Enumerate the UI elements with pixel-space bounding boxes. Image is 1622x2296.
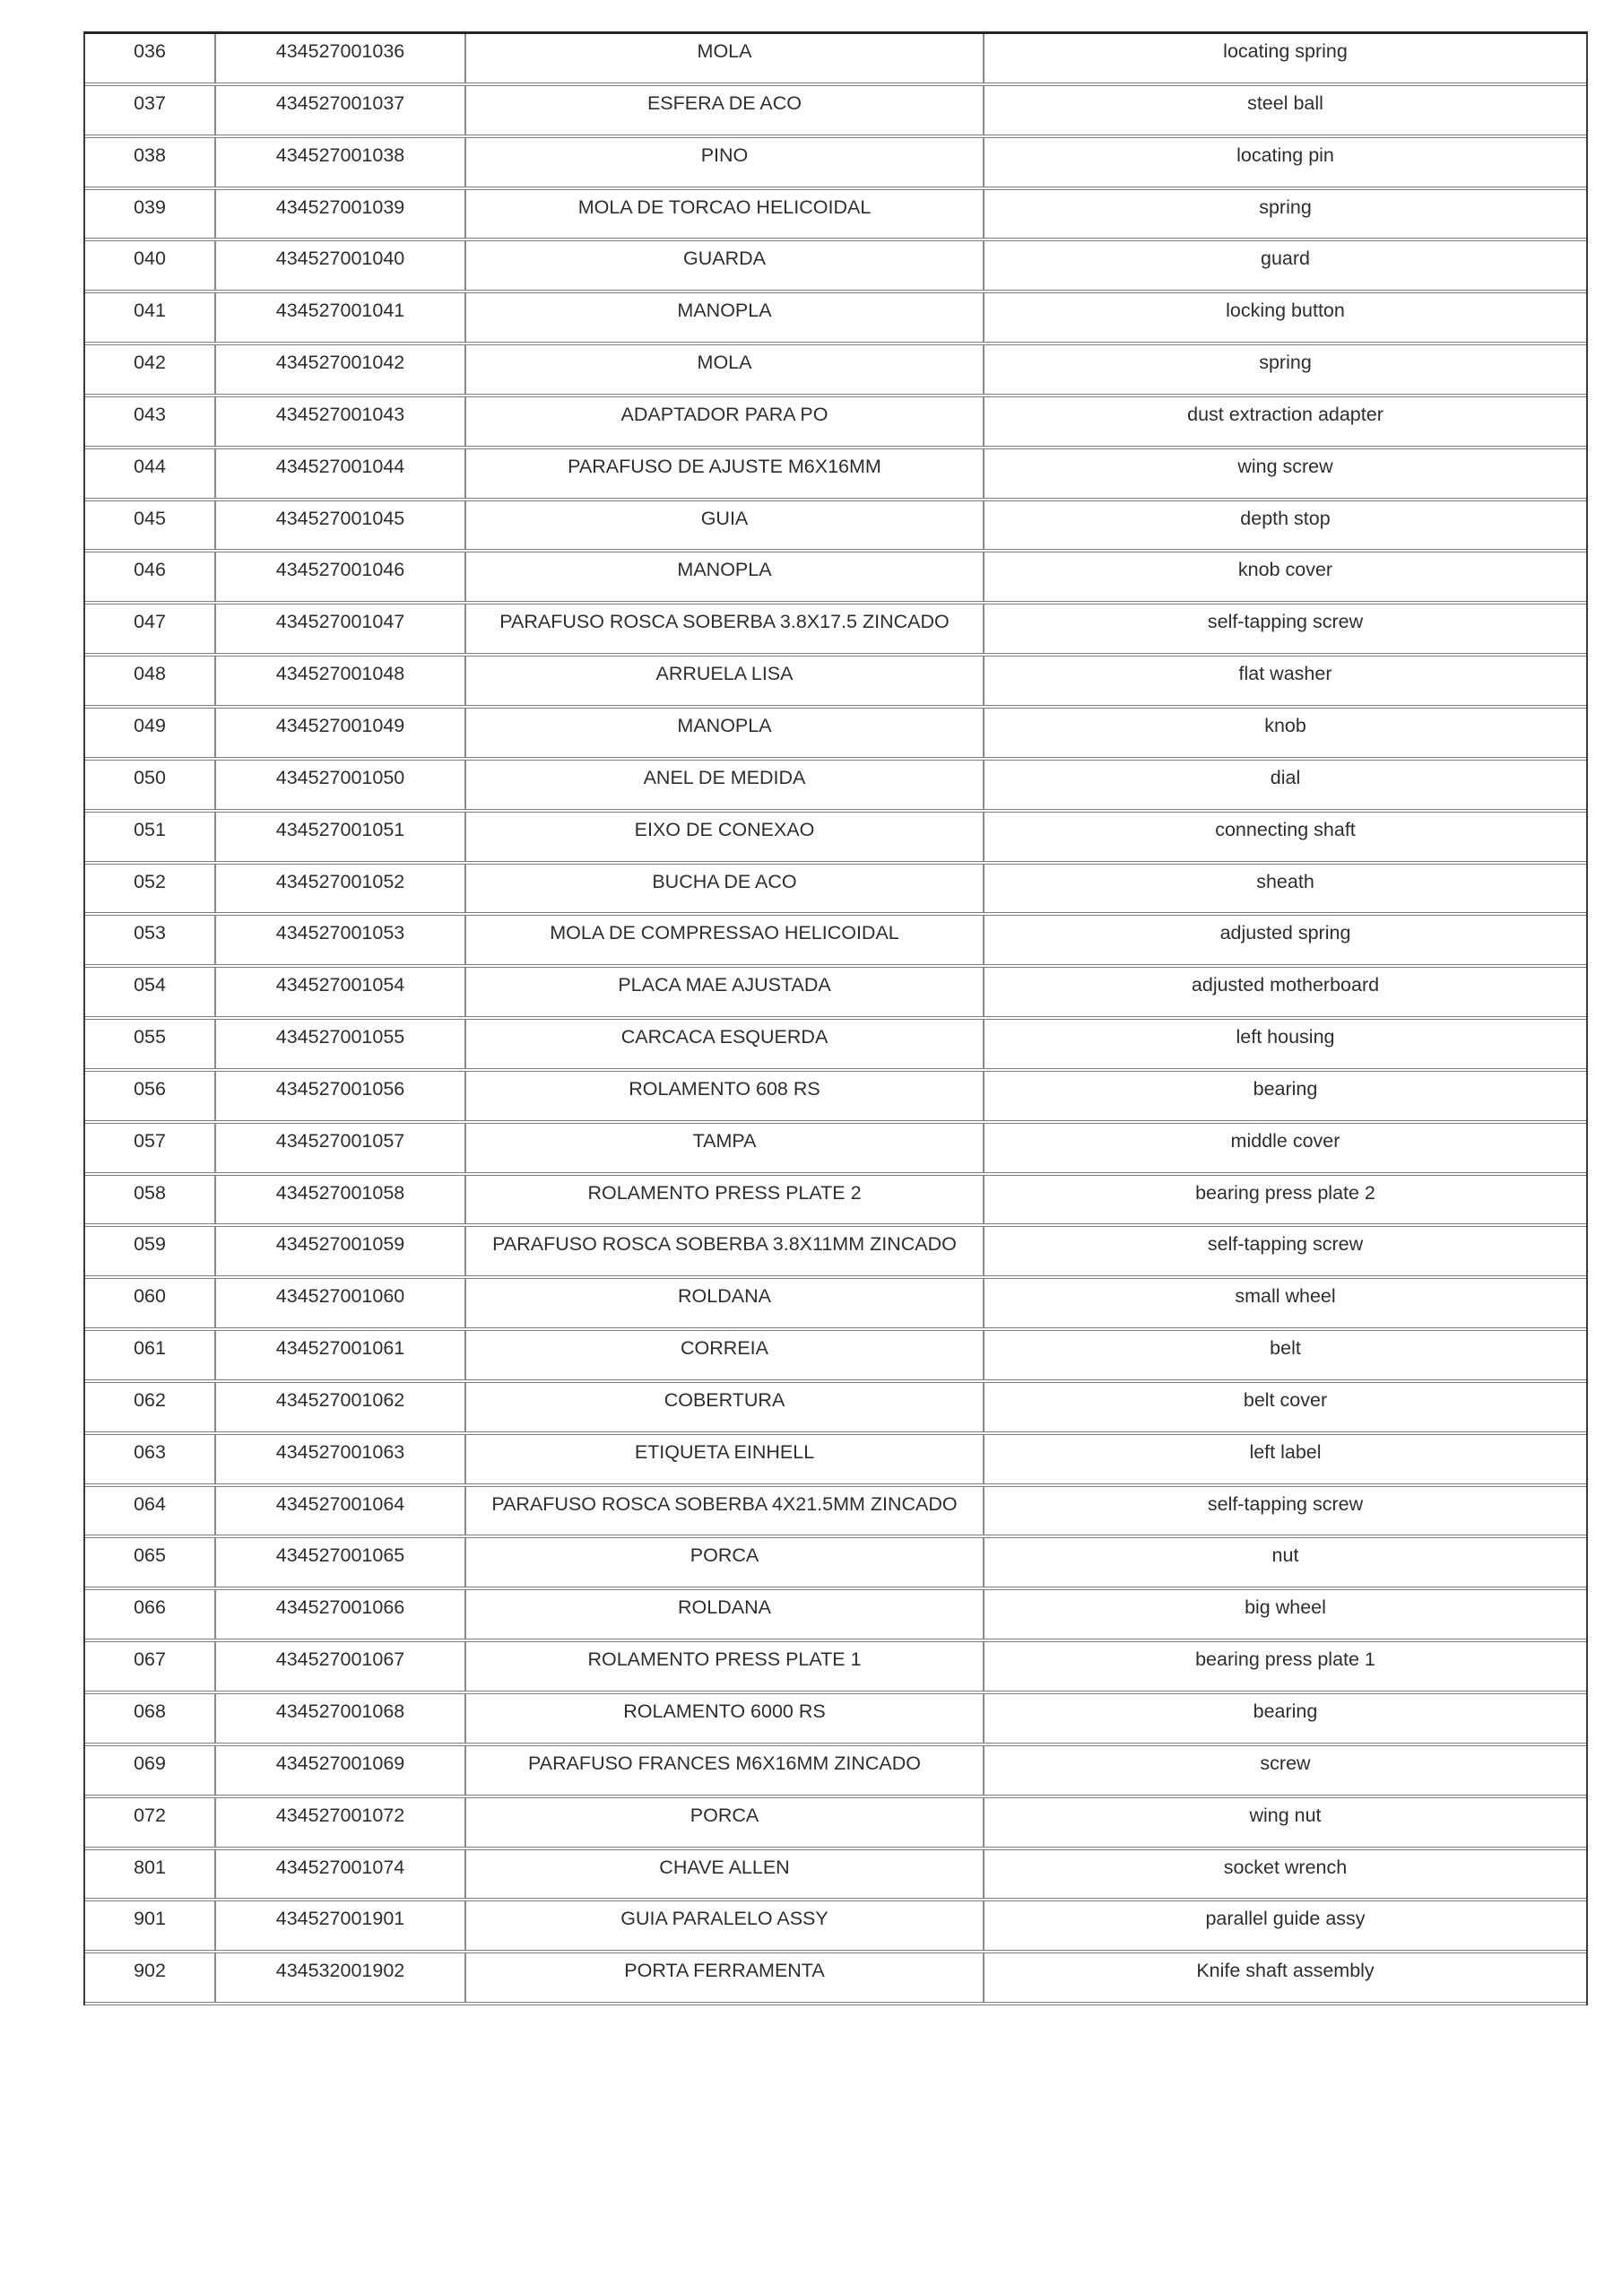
description-en-cell: adjusted motherboard	[1191, 974, 1380, 996]
table-row	[85, 1850, 1586, 1902]
description-en-cell: spring	[1259, 196, 1312, 218]
item-number-cell: 048	[85, 657, 216, 705]
table-row	[85, 1383, 1586, 1435]
item-number-cell: 053	[85, 916, 216, 964]
description-pt-cell: MANOPLA	[466, 293, 984, 342]
table-row	[85, 293, 1586, 345]
item-number-cell: 043	[85, 397, 216, 446]
description-en-cell: nut	[1271, 1544, 1299, 1567]
description-pt-cell: GUIA	[466, 501, 984, 550]
table-row	[85, 1487, 1586, 1539]
description-en-cell: wing nut	[1249, 1804, 1322, 1826]
part-number-cell: 434527001052	[216, 865, 466, 913]
item-number-cell: 901	[85, 1901, 216, 1950]
part-number-cell: 434527001072	[216, 1798, 466, 1847]
description-pt-cell: ESFERA DE ACO	[466, 86, 984, 135]
table-row	[85, 968, 1586, 1020]
description-pt-cell: CARCACA ESQUERDA	[466, 1020, 984, 1068]
description-en-cell: belt	[1270, 1337, 1301, 1360]
part-number-cell: 434527001048	[216, 657, 466, 705]
table-row	[85, 1746, 1586, 1798]
table-row	[85, 1694, 1586, 1746]
item-number-cell: 040	[85, 241, 216, 290]
part-number-cell: 434527001057	[216, 1124, 466, 1172]
part-number-cell: 434527001074	[216, 1850, 466, 1899]
table-row	[85, 1124, 1586, 1176]
description-en-cell: socket wrench	[1223, 1856, 1348, 1878]
description-en-cell: steel ball	[1247, 91, 1323, 114]
table-row	[85, 865, 1586, 917]
part-number-cell: 434527001049	[216, 709, 466, 757]
description-en-cell: big wheel	[1245, 1596, 1326, 1619]
description-pt-cell: ROLDANA	[466, 1279, 984, 1327]
description-pt-cell: PORTA FERRAMENTA	[466, 1953, 984, 2002]
description-en-cell: self-tapping screw	[1207, 1492, 1364, 1515]
description-pt-cell: PLACA MAE AJUSTADA	[466, 968, 984, 1016]
table-row	[85, 552, 1586, 604]
item-number-cell: 068	[85, 1694, 216, 1743]
item-number-cell: 046	[85, 552, 216, 601]
description-en-cell: bearing	[1253, 1077, 1318, 1100]
table-row	[85, 709, 1586, 761]
item-number-cell: 062	[85, 1383, 216, 1431]
description-pt-cell: ROLAMENTO 6000 RS	[466, 1694, 984, 1743]
description-en-cell: connecting shaft	[1215, 818, 1356, 840]
description-pt-cell: CORREIA	[466, 1331, 984, 1379]
table-row	[85, 1642, 1586, 1694]
item-number-cell: 054	[85, 968, 216, 1016]
table-row	[85, 86, 1586, 138]
description-en-cell: Knife shaft assembly	[1196, 1960, 1375, 1982]
part-number-cell: 434527001059	[216, 1227, 466, 1275]
part-number-cell: 434527001044	[216, 449, 466, 498]
item-number-cell: 902	[85, 1953, 216, 2002]
description-pt-cell: MANOPLA	[466, 709, 984, 757]
table-row	[85, 1072, 1586, 1124]
description-pt-cell: GUIA PARALELO ASSY	[466, 1901, 984, 1950]
item-number-cell: 051	[85, 813, 216, 861]
description-en-cell: middle cover	[1230, 1129, 1340, 1152]
part-number-cell: 434527001041	[216, 293, 466, 342]
table-row	[85, 1590, 1586, 1642]
item-number-cell: 041	[85, 293, 216, 342]
item-number-cell: 061	[85, 1331, 216, 1379]
description-en-cell: dust extraction adapter	[1187, 403, 1383, 425]
part-number-cell: 434527001039	[216, 190, 466, 239]
description-en-cell: bearing press plate 1	[1195, 1648, 1375, 1671]
part-number-cell: 434527001069	[216, 1746, 466, 1795]
table-row	[85, 449, 1586, 501]
item-number-cell: 056	[85, 1072, 216, 1120]
parts-table	[83, 31, 1588, 2005]
item-number-cell: 042	[85, 345, 216, 394]
table-row	[85, 604, 1586, 657]
item-number-cell: 066	[85, 1590, 216, 1639]
item-number-cell: 052	[85, 865, 216, 913]
item-number-cell: 072	[85, 1798, 216, 1847]
item-number-cell: 039	[85, 190, 216, 239]
description-pt-cell: MOLA DE TORCAO HELICOIDAL	[466, 190, 984, 239]
item-number-cell: 059	[85, 1227, 216, 1275]
table-row	[85, 1331, 1586, 1383]
table-row	[85, 241, 1586, 293]
item-number-cell: 060	[85, 1279, 216, 1327]
description-en-cell: self-tapping screw	[1207, 611, 1364, 633]
part-number-cell: 434527001037	[216, 86, 466, 135]
table-row	[85, 657, 1586, 709]
description-pt-cell: PORCA	[466, 1798, 984, 1847]
item-number-cell: 055	[85, 1020, 216, 1068]
description-en-cell: flat washer	[1238, 663, 1332, 685]
item-number-cell: 038	[85, 138, 216, 187]
description-pt-cell: PARAFUSO FRANCES M6X16MM ZINCADO	[466, 1746, 984, 1795]
description-en-cell: parallel guide assy	[1205, 1908, 1366, 1930]
part-number-cell: 434527001065	[216, 1538, 466, 1587]
table-row	[85, 1227, 1586, 1279]
description-en-cell: knob	[1264, 714, 1306, 736]
description-pt-cell: COBERTURA	[466, 1383, 984, 1431]
table-row	[85, 1279, 1586, 1331]
description-en-cell: left housing	[1236, 1026, 1335, 1048]
description-pt-cell: GUARDA	[466, 241, 984, 290]
description-pt-cell: ETIQUETA EINHELL	[466, 1435, 984, 1483]
table-row	[85, 1020, 1586, 1072]
table-row	[85, 34, 1586, 86]
part-number-cell: 434527001043	[216, 397, 466, 446]
part-number-cell: 434527001047	[216, 604, 466, 653]
item-number-cell: 069	[85, 1746, 216, 1795]
part-number-cell: 434527001901	[216, 1901, 466, 1950]
description-pt-cell: PINO	[466, 138, 984, 187]
item-number-cell: 067	[85, 1642, 216, 1691]
description-pt-cell: ROLAMENTO PRESS PLATE 1	[466, 1642, 984, 1691]
part-number-cell: 434527001045	[216, 501, 466, 550]
description-en-cell: self-tapping screw	[1207, 1233, 1364, 1256]
description-pt-cell: PARAFUSO ROSCA SOBERBA 3.8X17.5 ZINCADO	[466, 604, 984, 653]
part-number-cell: 434527001054	[216, 968, 466, 1016]
part-number-cell: 434527001056	[216, 1072, 466, 1120]
description-en-cell: guard	[1261, 248, 1310, 270]
description-pt-cell: MOLA	[466, 345, 984, 394]
description-en-cell: locating pin	[1236, 144, 1334, 166]
part-number-cell: 434527001051	[216, 813, 466, 861]
part-number-cell: 434527001060	[216, 1279, 466, 1327]
description-pt-cell: PARAFUSO ROSCA SOBERBA 3.8X11MM ZINCADO	[466, 1227, 984, 1275]
description-en-cell: spring	[1259, 352, 1312, 374]
description-pt-cell: ANEL DE MEDIDA	[466, 761, 984, 809]
description-en-cell: left label	[1249, 1440, 1322, 1463]
description-en-cell: depth stop	[1240, 507, 1331, 529]
table-row	[85, 501, 1586, 553]
description-en-cell: adjusted spring	[1219, 922, 1351, 944]
description-pt-cell: TAMPA	[466, 1124, 984, 1172]
description-pt-cell: PORCA	[466, 1538, 984, 1587]
item-number-cell: 036	[85, 34, 216, 83]
part-number-cell: 434527001055	[216, 1020, 466, 1068]
description-pt-cell: ROLAMENTO PRESS PLATE 2	[466, 1176, 984, 1224]
part-number-cell: 434527001064	[216, 1487, 466, 1535]
item-number-cell: 050	[85, 761, 216, 809]
part-number-cell: 434527001061	[216, 1331, 466, 1379]
table-row	[85, 1953, 1586, 2005]
table-row	[85, 138, 1586, 190]
description-en-cell: screw	[1260, 1752, 1311, 1774]
table-row	[85, 1901, 1586, 1953]
description-pt-cell: EIXO DE CONEXAO	[466, 813, 984, 861]
table-row	[85, 1538, 1586, 1590]
description-pt-cell: BUCHA DE ACO	[466, 865, 984, 913]
description-en-cell: belt cover	[1243, 1388, 1328, 1411]
description-en-cell: bearing press plate 2	[1195, 1181, 1375, 1204]
description-en-cell: locating spring	[1223, 40, 1348, 62]
item-number-cell: 045	[85, 501, 216, 550]
item-number-cell: 064	[85, 1487, 216, 1535]
table-row	[85, 1435, 1586, 1487]
description-pt-cell: MANOPLA	[466, 552, 984, 601]
part-number-cell: 434527001068	[216, 1694, 466, 1743]
part-number-cell: 434527001036	[216, 34, 466, 83]
description-pt-cell: PARAFUSO DE AJUSTE M6X16MM	[466, 449, 984, 498]
part-number-cell: 434527001053	[216, 916, 466, 964]
part-number-cell: 434527001067	[216, 1642, 466, 1691]
description-en-cell: small wheel	[1235, 1285, 1336, 1308]
part-number-cell: 434527001058	[216, 1176, 466, 1224]
item-number-cell: 044	[85, 449, 216, 498]
part-number-cell: 434527001042	[216, 345, 466, 394]
description-pt-cell: MOLA DE COMPRESSAO HELICOIDAL	[466, 916, 984, 964]
part-number-cell: 434527001038	[216, 138, 466, 187]
table-row	[85, 813, 1586, 865]
description-pt-cell: ADAPTADOR PARA PO	[466, 397, 984, 446]
description-en-cell: wing screw	[1237, 455, 1333, 477]
table-row	[85, 397, 1586, 449]
item-number-cell: 058	[85, 1176, 216, 1224]
description-pt-cell: ARRUELA LISA	[466, 657, 984, 705]
description-pt-cell: ROLAMENTO 608 RS	[466, 1072, 984, 1120]
table-row	[85, 1176, 1586, 1228]
part-number-cell: 434527001050	[216, 761, 466, 809]
item-number-cell: 057	[85, 1124, 216, 1172]
part-number-cell: 434527001046	[216, 552, 466, 601]
part-number-cell: 434527001063	[216, 1435, 466, 1483]
description-en-cell: dial	[1270, 766, 1301, 788]
table-row	[85, 761, 1586, 813]
description-pt-cell: ROLDANA	[466, 1590, 984, 1639]
description-en-cell: knob cover	[1237, 559, 1333, 581]
table-row	[85, 916, 1586, 968]
table-row	[85, 1798, 1586, 1850]
item-number-cell: 063	[85, 1435, 216, 1483]
description-en-cell: bearing	[1253, 1700, 1318, 1722]
description-en-cell: locking button	[1226, 300, 1345, 322]
description-pt-cell: MOLA	[466, 34, 984, 83]
item-number-cell: 065	[85, 1538, 216, 1587]
part-number-cell: 434532001902	[216, 1953, 466, 2002]
table-row	[85, 345, 1586, 397]
table-row	[85, 190, 1586, 242]
description-en-cell: sheath	[1256, 870, 1314, 892]
item-number-cell: 047	[85, 604, 216, 653]
part-number-cell: 434527001066	[216, 1590, 466, 1639]
part-number-cell: 434527001062	[216, 1383, 466, 1431]
item-number-cell: 801	[85, 1850, 216, 1899]
part-number-cell: 434527001040	[216, 241, 466, 290]
description-pt-cell: PARAFUSO ROSCA SOBERBA 4X21.5MM ZINCADO	[466, 1487, 984, 1535]
item-number-cell: 049	[85, 709, 216, 757]
description-pt-cell: CHAVE ALLEN	[466, 1850, 984, 1899]
item-number-cell: 037	[85, 86, 216, 135]
